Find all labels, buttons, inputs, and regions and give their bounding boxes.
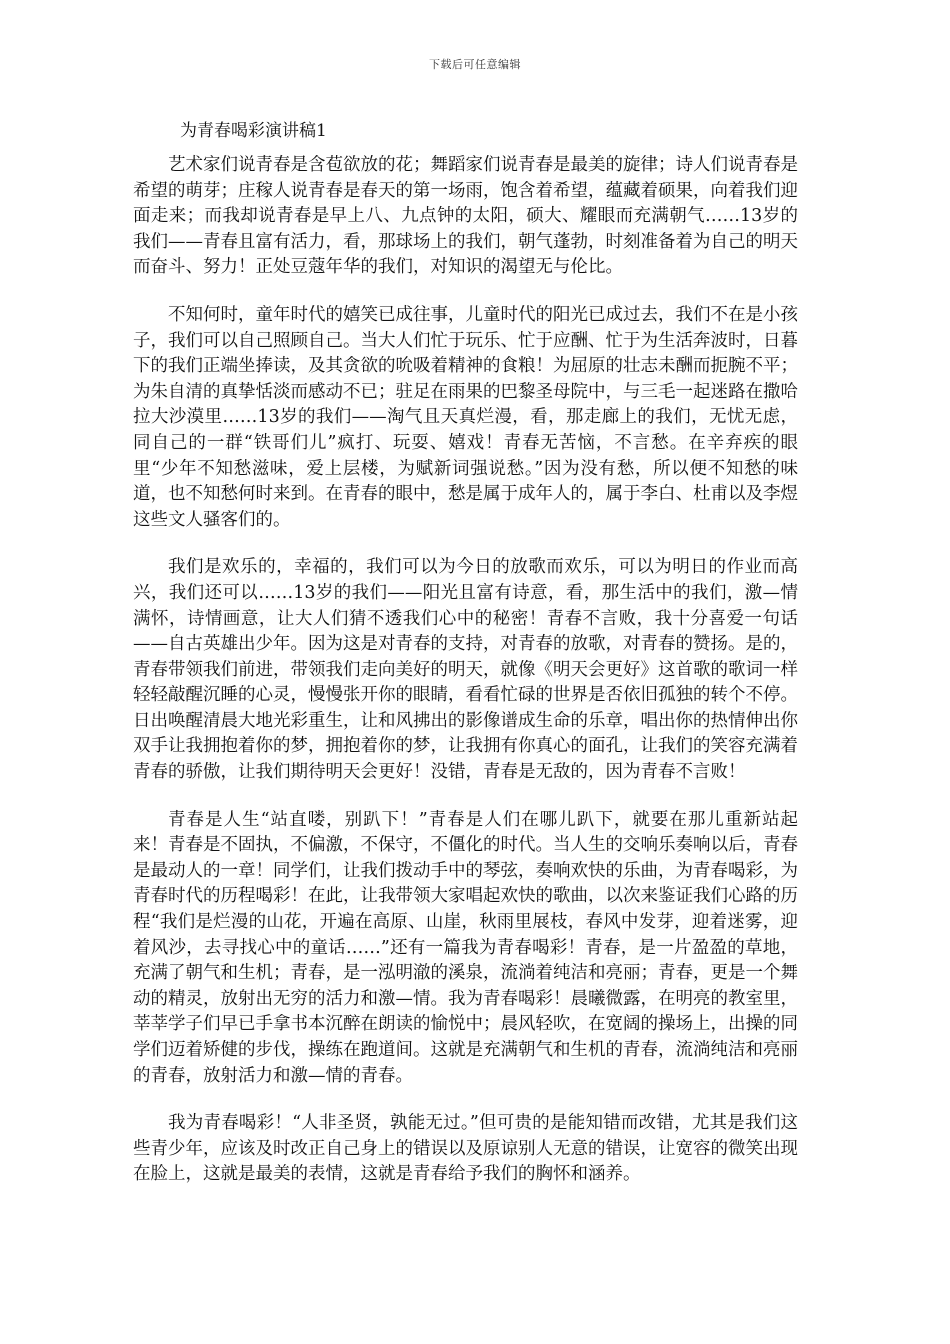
paragraph: 艺术家们说青春是含苞欲放的花；舞蹈家们说青春是最美的旋律；诗人们说青春是希望的萌芽；庄稼人说青春是春天的第一场雨，饱含着希望，蕴藏着硕果，向着我们迎面走来；而我却说青春是早上八、九点钟的太阳，硕大、耀眼而充满朝气……13岁的我们——青春且富有活力，看，那球场上的我们，朝气蓬勃，时刻准备着为自己的明天而奋斗、努力！正处豆蔻年华的我们，对知识的渴望无与伦比。 — [133, 155, 798, 278]
paragraph: 不知何时，童年时代的嬉笑已成往事，儿童时代的阳光已成过去，我们不在是小孩子，我们可以自己照顾自己。当大人们忙于玩乐、忙于应酬、忙于为生活奔波时，日暮下的我们正端坐捧读，及其贪欲的吮吸着精神的食粮！为屈原的壮志未酬而扼腕不平；为朱自清的真挚恬淡而感动不已；驻足在雨果的巴黎圣母院中，与三毛一起迷路在撒哈拉大沙漠里……13岁的我们——淘气且天真烂漫，看，那走廊上的我们，无忧无虑，同自己的一群“铁哥们儿”疯打、玩耍、嬉戏！青春无苦恼，不言愁。在辛弃疾的眼里“少年不知愁滋味，爱上层楼，为赋新词强说愁。”因为没有愁，所以便不知愁的味道，也不知愁何时来到。在青春的眼中，愁是属于成年人的，属于李白、杜甫以及李煜这些文人骚客们的。 — [133, 304, 798, 530]
document-body — [133, 153, 798, 1210]
document-title: 为青春喝彩演讲稿1 — [180, 121, 327, 141]
page-header-note: 下载后可任意编辑 — [429, 58, 521, 71]
paragraph: 青春是人生“站直喽，别趴下！”青春是人们在哪儿趴下，就要在那儿重新站起来！青春是不固执，不偏激，不保守，不僵化的时代。当人生的交响乐奏响以后，青春是最动人的一章！同学们，让我们拨动手中的琴弦，奏响欢快的乐曲，为青春喝彩，为青春时代的历程喝彩！在此，让我带领大家唱起欢快的歌曲，以次来鉴证我们心路的历程“我们是烂漫的山花，开遍在高原、山崖，秋雨里展枝，春风中发芽，迎着迷雾，迎着风沙，去寻找心中的童话……”还有一篇我为青春喝彩！青春，是一片盈盈的草地，充满了朝气和生机；青春，是一泓明澈的溪泉，流淌着纯洁和亮丽；青春，更是一个舞动的精灵，放射出无穷的活力和激—情。我为青春喝彩！晨曦微露，在明亮的教室里，莘莘学子们早已手拿书本沉醉在朗读的愉悦中；晨风轻吹，在宽阔的操场上，出操的同学们迈着矫健的步伐，操练在跑道间。这就是充满朝气和生机的青春，流淌纯洁和亮丽的青春，放射活力和激—情的青春。 — [133, 809, 798, 1086]
paragraph: 我们是欢乐的，幸福的，我们可以为今日的放歌而欢乐，可以为明日的作业而高兴，我们还可以……13岁的我们——阳光且富有诗意，看，那生活中的我们，激—情满怀，诗情画意，让大人们猜不透我们心中的秘密！青春不言败，我十分喜爱一句话——自古英雄出少年。因为这是对青春的支持，对青春的放歌，对青春的赞扬。是的，青春带领我们前进，带领我们走向美好的明天，就像《明天会更好》这首歌的歌词一样轻轻敲醒沉睡的心灵，慢慢张开你的眼睛，看看忙碌的世界是否依旧孤独的转个不停。日出唤醒清晨大地光彩重生，让和风拂出的影像谱成生命的乐章，唱出你的热情伸出你双手让我拥抱着你的梦，拥抱着你的梦，让我拥有你真心的面孔，让我们的笑容充满着青春的骄傲，让我们期待明天会更好！没错，青春是无敌的，因为青春不言败！ — [133, 557, 798, 783]
paragraph: 我为青春喝彩！“人非圣贤，孰能无过。”但可贵的是能知错而改错，尤其是我们这些青少年，应该及时改正自己身上的错误以及原谅别人无意的错误，让宽容的微笑出现在脸上，这就是最美的表情，这就是青春给予我们的胸怀和涵养。 — [133, 1113, 798, 1185]
